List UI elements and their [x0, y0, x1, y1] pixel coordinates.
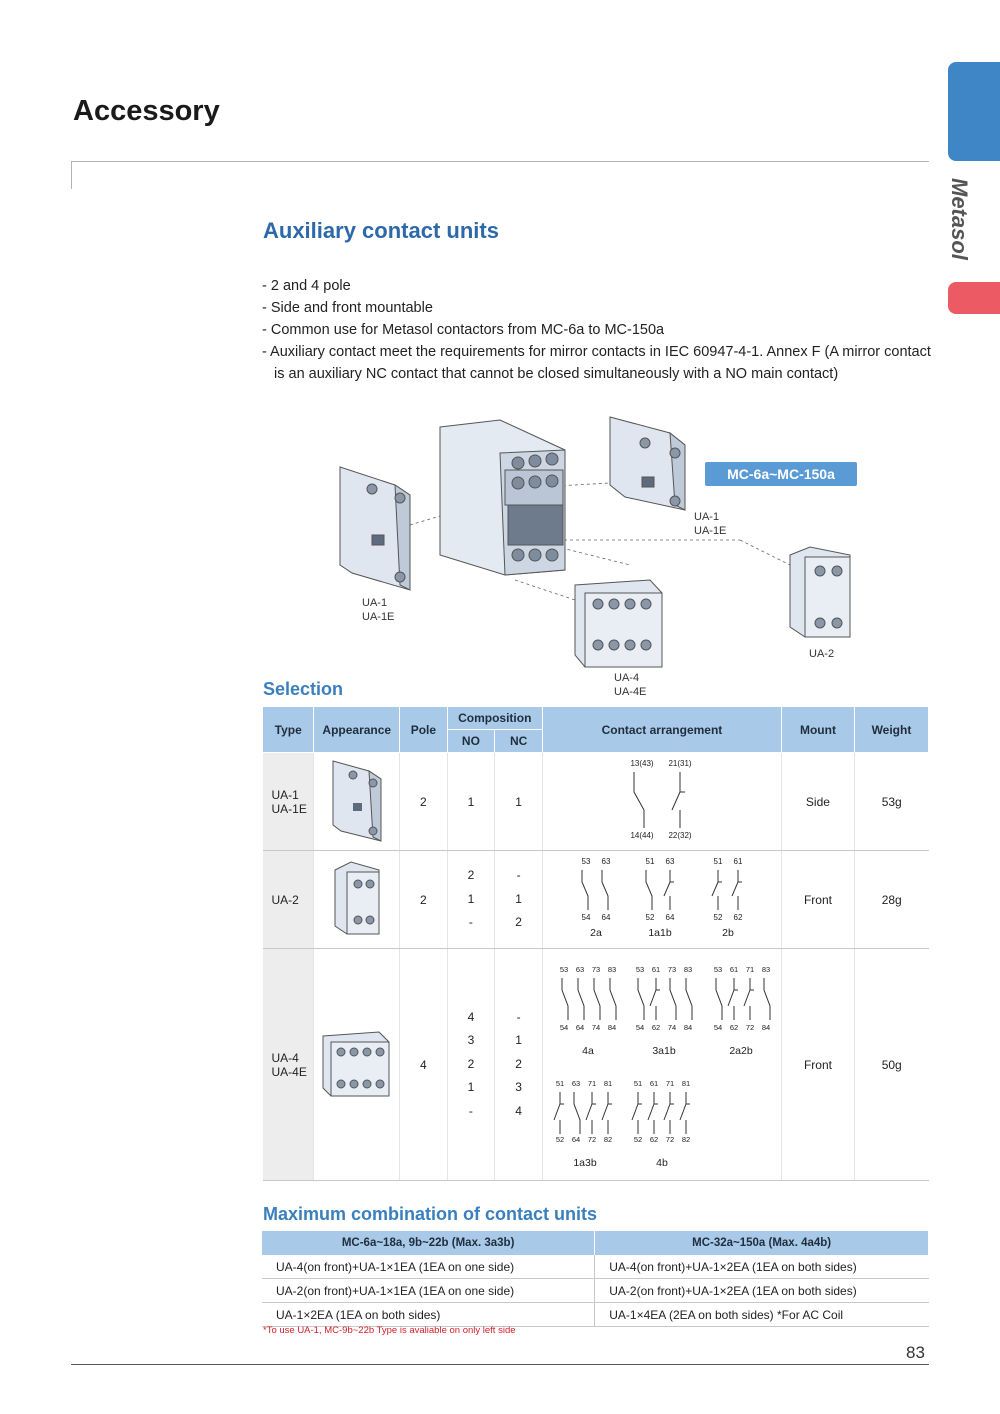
nc-value: 2: [515, 1056, 522, 1071]
brand-vertical: [938, 178, 978, 268]
terminal-label: 62: [733, 913, 743, 922]
terminal-label: 54: [559, 1023, 569, 1032]
nc-value: 2: [515, 915, 522, 930]
terminal-label: 81: [681, 1079, 691, 1088]
table-row: [262, 1303, 929, 1327]
terminal-label: 14(44): [630, 831, 654, 840]
header-type: Type: [263, 707, 314, 753]
terminal-label: 53: [559, 965, 569, 974]
terminal-label: 74: [591, 1023, 601, 1032]
terminal-label: 64: [571, 1135, 581, 1144]
config-name: 1a3b: [573, 1157, 597, 1169]
terminal-label: 63: [601, 857, 611, 866]
type-label: UA-2: [271, 892, 299, 907]
table-row: [262, 1279, 929, 1303]
terminal-label: 64: [665, 913, 675, 922]
type-label: UA-1E: [271, 801, 307, 816]
nc-cell: [495, 851, 543, 949]
combination-cell: UA-4(on front)+UA-1×2EA (1EA on both sides): [595, 1255, 929, 1279]
contact-diagram-ua-4: [542, 949, 781, 1181]
no-value: -: [468, 915, 473, 930]
terminal-label: 61: [733, 857, 743, 866]
label-line: UA-1: [694, 511, 720, 523]
terminal-label: 61: [729, 965, 739, 974]
header-divider: [71, 161, 929, 162]
terminal-label: 61: [651, 965, 661, 974]
header-no: NO: [447, 730, 495, 753]
label-left-unit: [362, 596, 394, 624]
label-line: UA-1E: [694, 525, 727, 537]
terminal-label: 73: [591, 965, 601, 974]
no-value: 2: [467, 868, 475, 883]
feature-item: - Side and front mountable: [262, 300, 433, 316]
ua-1-left-illustration: [340, 467, 410, 590]
type-label: UA-4E: [271, 1064, 307, 1079]
ua-4-illustration: [575, 580, 662, 667]
config-name: 2b: [722, 927, 734, 939]
nc-value: 4: [515, 1103, 522, 1118]
header-appearance: Appearance: [314, 707, 400, 753]
footnote: *To use UA-1, MC-9b~22b Type is avaliable on only left side: [263, 1325, 516, 1336]
weight-cell: 28g: [854, 851, 928, 949]
terminal-label: 54: [581, 913, 591, 922]
terminal-label: 51: [633, 1079, 643, 1088]
selection-table: [262, 706, 929, 1181]
appearance-ua-4: [314, 949, 400, 1181]
pole-cell: 2: [400, 851, 447, 949]
config-name: 4b: [656, 1157, 668, 1169]
terminal-label: 63: [571, 1079, 581, 1088]
page-title: Accessory: [73, 95, 220, 127]
contact-diagram: [544, 852, 780, 944]
ua-1-thumbnail: [329, 757, 385, 843]
terminal-label: 64: [575, 1023, 585, 1032]
no-value: 3: [467, 1033, 475, 1048]
type-label: UA-4: [271, 1050, 299, 1065]
terminal-label: 51: [645, 857, 655, 866]
no-value: 2: [467, 1056, 475, 1071]
no-value: 1: [467, 1080, 475, 1095]
label-right-unit: [694, 510, 726, 538]
terminal-label: 51: [555, 1079, 565, 1088]
no-cell: [447, 949, 495, 1181]
contact-diagram: [544, 950, 780, 1176]
header-divider-tick: [71, 161, 72, 189]
label-line: UA-4: [614, 672, 640, 684]
terminal-label: 72: [665, 1135, 675, 1144]
table-row: [263, 753, 929, 851]
pole-cell: 2: [400, 753, 447, 851]
no-value: -: [468, 1103, 473, 1118]
terminal-label: 62: [729, 1023, 739, 1032]
combination-cell: UA-2(on front)+UA-1×1EA (1EA on one side): [262, 1279, 595, 1303]
terminal-label: 83: [683, 965, 693, 974]
terminal-label: 84: [607, 1023, 617, 1032]
terminal-label: 71: [587, 1079, 597, 1088]
type-cell: [263, 851, 314, 949]
terminal-label: 22(32): [668, 831, 692, 840]
mount-cell: Front: [781, 949, 854, 1181]
terminal-label: 62: [651, 1023, 661, 1032]
terminal-label: 53: [581, 857, 591, 866]
terminal-label: 84: [761, 1023, 771, 1032]
label-line: UA-1E: [362, 611, 395, 623]
config-name: 3a1b: [652, 1045, 676, 1057]
type-label: UA-1: [271, 787, 299, 802]
config-name: 4a: [582, 1045, 594, 1057]
nc-value: 1: [515, 1033, 522, 1048]
terminal-label: 83: [761, 965, 771, 974]
label-line: UA-1: [362, 597, 388, 609]
header-mount: Mount: [781, 707, 854, 753]
terminal-label: 72: [587, 1135, 597, 1144]
section-title: Auxiliary contact units: [263, 218, 499, 243]
table-row: [263, 949, 929, 1181]
combination-cell: UA-1×2EA (1EA on both sides): [262, 1303, 595, 1327]
header-weight: Weight: [854, 707, 928, 753]
terminal-label: 63: [665, 857, 675, 866]
weight-cell: 53g: [854, 753, 928, 851]
no-value: 1: [467, 891, 475, 906]
table-row: [262, 1255, 929, 1279]
config-name: 2a2b: [729, 1045, 753, 1057]
config-name: 1a1b: [648, 927, 672, 939]
terminal-label: 73: [667, 965, 677, 974]
contactor-illustration: [440, 420, 565, 575]
label-small-unit: UA-2: [809, 648, 835, 660]
terminal-label: 64: [601, 913, 611, 922]
page-number: 83: [906, 1343, 925, 1362]
combination-cell: UA-2(on front)+UA-1×2EA (1EA on both sides): [595, 1279, 929, 1303]
terminal-label: 72: [745, 1023, 755, 1032]
nc-value: -: [516, 1009, 521, 1024]
config-name: 2a: [590, 927, 602, 939]
terminal-label: 83: [607, 965, 617, 974]
ua-2-illustration: [790, 547, 850, 637]
feature-item: - 2 and 4 pole: [262, 278, 351, 294]
terminal-label: 82: [603, 1135, 613, 1144]
combination-header: MC-6a~18a, 9b~22b (Max. 3a3b): [262, 1231, 595, 1255]
terminal-label: 52: [633, 1135, 643, 1144]
no-cell: 1: [447, 753, 495, 851]
contact-diagram-ua-1: [542, 753, 781, 851]
terminal-label: 21(31): [668, 759, 692, 768]
terminal-label: 71: [745, 965, 755, 974]
ua-4-thumbnail: [319, 1028, 395, 1098]
product-illustration: [300, 405, 880, 675]
label-line: UA-4E: [614, 686, 647, 698]
terminal-label: 52: [713, 913, 723, 922]
header-pole: Pole: [400, 707, 447, 753]
terminal-label: 84: [683, 1023, 693, 1032]
header-nc: NC: [495, 730, 543, 753]
nc-cell: 1: [495, 753, 543, 851]
type-cell: [263, 949, 314, 1181]
combination-cell: UA-1×4EA (2EA on both sides) *For AC Coil: [595, 1303, 929, 1327]
nc-value: 1: [515, 891, 522, 906]
pole-cell: 4: [400, 949, 447, 1181]
model-range-badge: MC-6a~MC-150a: [705, 462, 857, 486]
terminal-label: 81: [603, 1079, 613, 1088]
type-cell: [263, 753, 314, 851]
nc-value: -: [516, 868, 521, 883]
contact-diagram-ua-2: [542, 851, 781, 949]
feature-item: - Auxiliary contact meet the requirements for mirror contacts in IEC 60947-4-1. Annex F (A mirror contact is an auxiliary NC contact that cannot be closed simultaneously with a NO main contact): [262, 344, 931, 382]
terminal-label: 74: [667, 1023, 677, 1032]
label-front-unit: [614, 671, 646, 699]
combination-cell: UA-4(on front)+UA-1×1EA (1EA on one side): [262, 1255, 595, 1279]
contact-diagram: [544, 754, 780, 846]
mount-cell: Side: [781, 753, 854, 851]
nc-cell: [495, 949, 543, 1181]
header-contact-arrangement: Contact arrangement: [542, 707, 781, 753]
feature-item: - Common use for Metasol contactors from MC-6a to MC-150a: [262, 322, 665, 338]
terminal-label: 54: [713, 1023, 723, 1032]
ua-2-thumbnail: [329, 858, 385, 938]
mount-cell: Front: [781, 851, 854, 949]
selection-title: Selection: [263, 679, 344, 699]
terminal-label: 52: [555, 1135, 565, 1144]
no-cell: [447, 851, 495, 949]
terminal-label: 61: [649, 1079, 659, 1088]
terminal-label: 63: [575, 965, 585, 974]
terminal-label: 54: [635, 1023, 645, 1032]
brand-label: Metasol: [947, 178, 972, 260]
terminal-label: 71: [665, 1079, 675, 1088]
terminal-label: 52: [645, 913, 655, 922]
weight-cell: 50g: [854, 949, 928, 1181]
terminal-label: 53: [635, 965, 645, 974]
table-row: [263, 851, 929, 949]
chapter-tab-red: [948, 282, 1000, 314]
header-composition: Composition: [447, 707, 542, 730]
terminal-label: 82: [681, 1135, 691, 1144]
terminal-label: 13(43): [630, 759, 654, 768]
combination-header: MC-32a~150a (Max. 4a4b): [595, 1231, 929, 1255]
appearance-ua-2: [314, 851, 400, 949]
appearance-ua-1: [314, 753, 400, 851]
nc-value: 3: [515, 1080, 522, 1095]
terminal-label: 51: [713, 857, 723, 866]
feature-list: [262, 275, 932, 385]
ua-1-right-illustration: [610, 417, 685, 510]
terminal-label: 53: [713, 965, 723, 974]
no-value: 4: [467, 1009, 475, 1024]
combination-table: [262, 1231, 929, 1327]
terminal-label: 62: [649, 1135, 659, 1144]
combination-title: Maximum combination of contact units: [263, 1204, 598, 1224]
footer-divider: [71, 1364, 929, 1365]
chapter-tab-blue: [948, 62, 1000, 161]
